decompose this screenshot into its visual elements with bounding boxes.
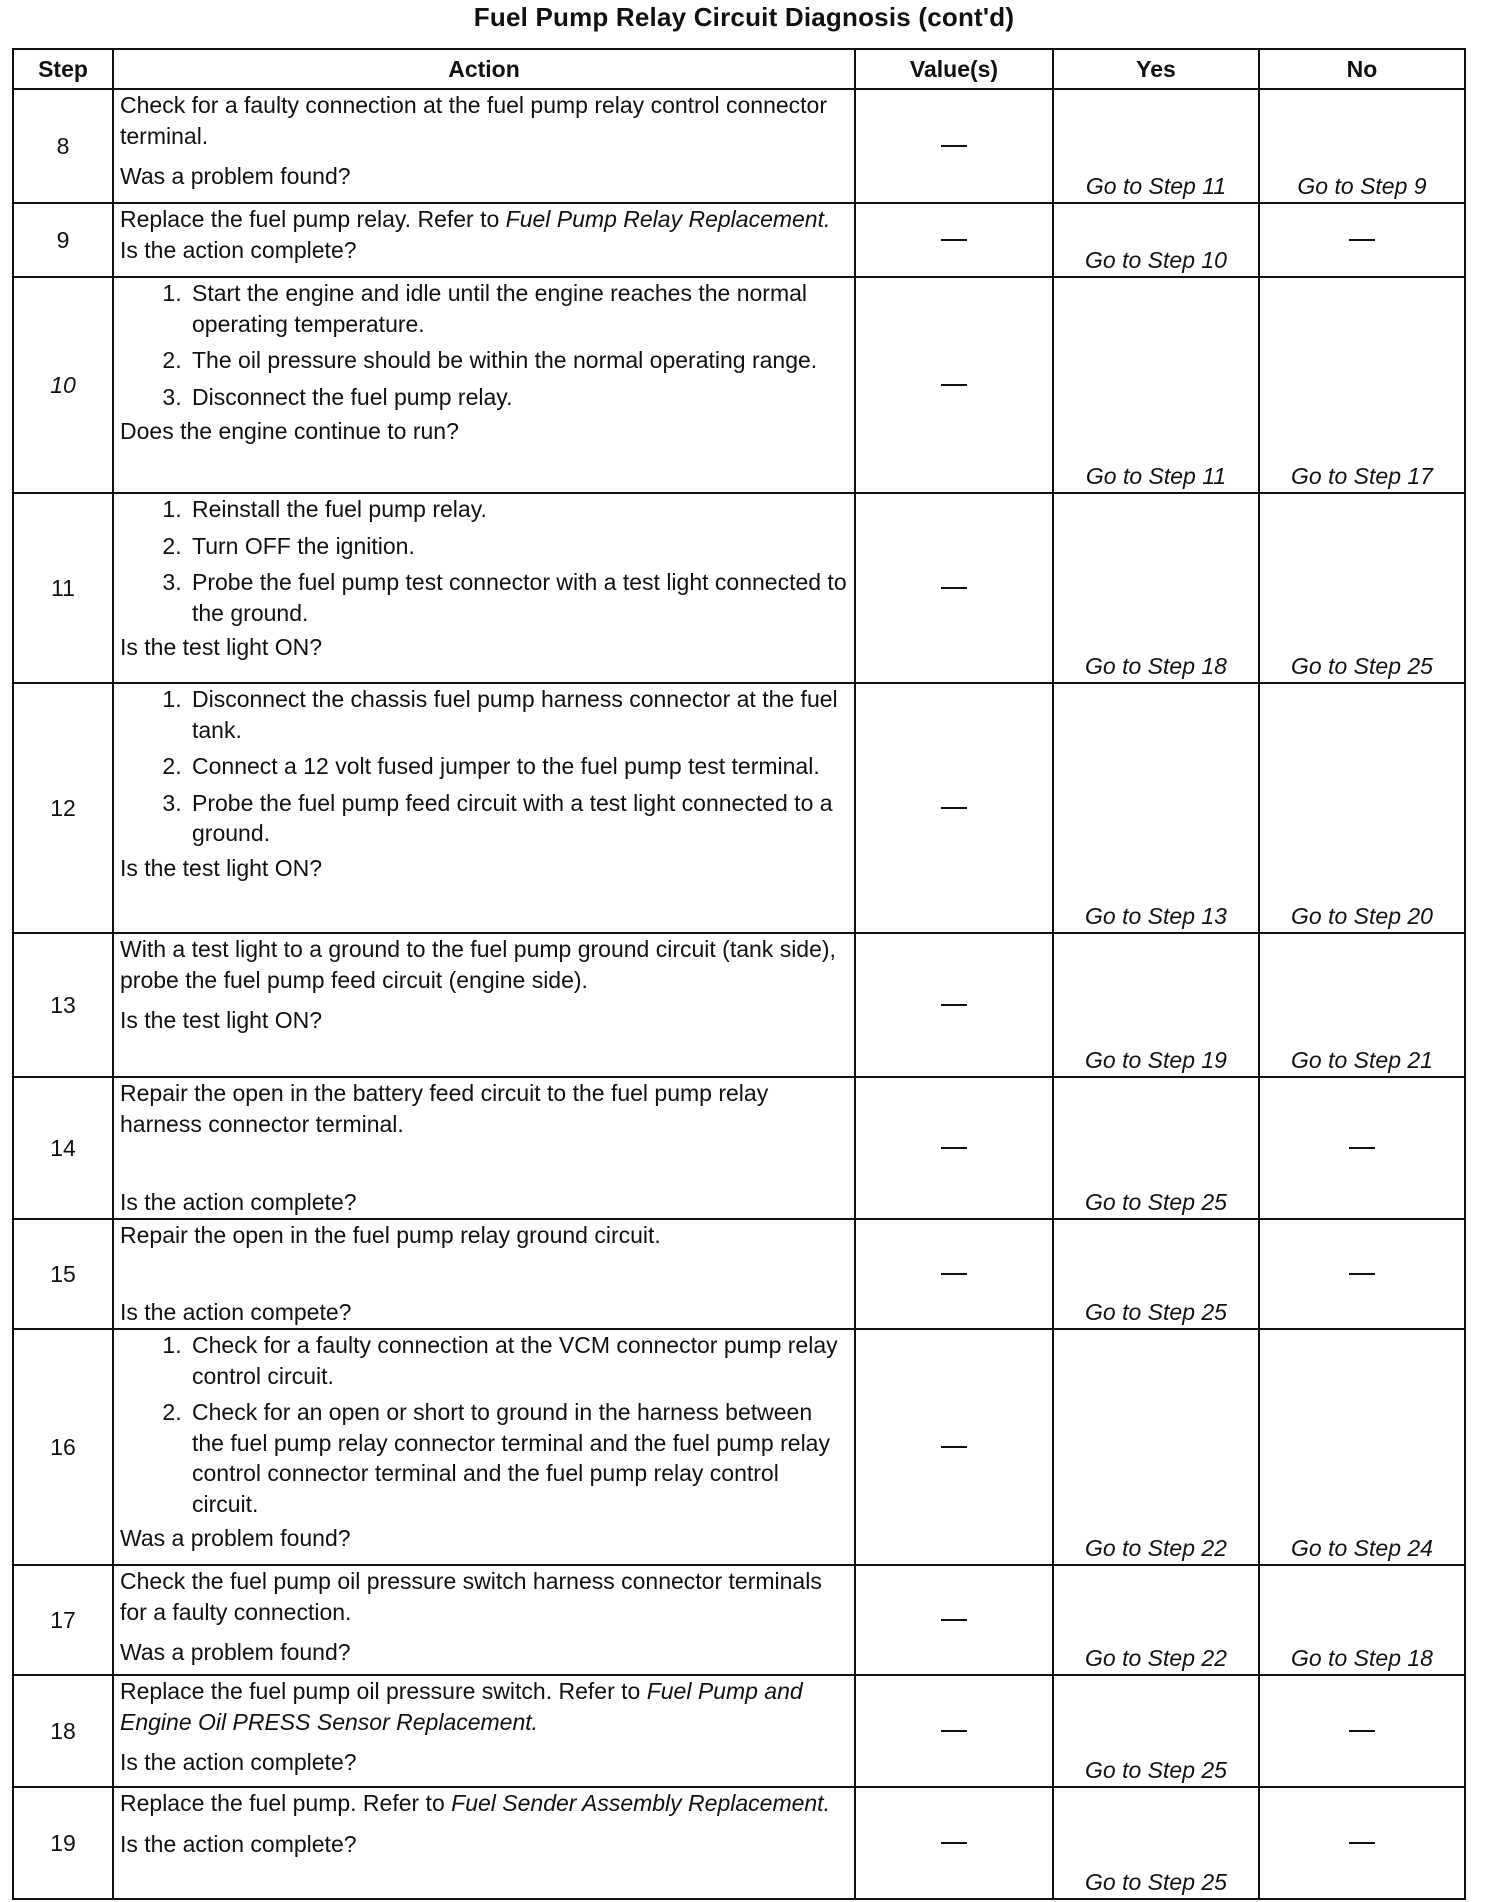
action-text: Repair the open in the fuel pump relay ground circuit. [120, 1222, 661, 1248]
yes-cell: Go to Step 19 [1053, 933, 1259, 1077]
table-row [13, 1787, 1465, 1899]
action-question: Is the action complete? [120, 1189, 357, 1216]
no-cell: Go to Step 24 [1259, 1329, 1465, 1565]
yes-cell: Go to Step 25 [1053, 1219, 1259, 1329]
dash-mark [941, 1147, 967, 1149]
header-action: Action [113, 49, 855, 89]
action-question: Was a problem found? [120, 163, 351, 190]
yes-cell: Go to Step 13 [1053, 683, 1259, 933]
no-cell [1259, 1219, 1465, 1329]
step-number: 14 [13, 1077, 113, 1219]
list-item: 2. The oil pressure should be within the normal operating range. [188, 345, 848, 376]
spacer [120, 1139, 848, 1187]
value-cell [855, 1787, 1053, 1899]
action-question: Is the action compete? [120, 1299, 352, 1326]
list-item: 1. Disconnect the chassis fuel pump harness connector at the fuel tank. [188, 684, 848, 745]
no-cell: Go to Step 25 [1259, 493, 1465, 683]
list-item: 2. Connect a 12 volt fused jumper to the fuel pump test terminal. [188, 751, 848, 782]
no-cell [1259, 1675, 1465, 1787]
action-text: Check the fuel pump oil pressure switch harness connector terminals for a faulty connection. [120, 1568, 822, 1625]
step-number: 8 [13, 89, 113, 203]
dash-mark [1349, 1730, 1375, 1732]
table-row [13, 1329, 1465, 1565]
step-number: 17 [13, 1565, 113, 1675]
step-number: 18 [13, 1675, 113, 1787]
step-number: 12 [13, 683, 113, 933]
dash-mark [941, 384, 967, 386]
action-content [120, 1078, 848, 1218]
table-row [13, 1675, 1465, 1787]
action-cell [113, 89, 855, 203]
action-question: Was a problem found? [120, 1525, 351, 1552]
dash-mark [1349, 1147, 1375, 1149]
dash-mark [941, 239, 967, 241]
dash-mark [941, 145, 967, 147]
yes-cell: Go to Step 11 [1053, 277, 1259, 493]
list-item: 1. Check for a faulty connection at the VCM connector pump relay control circuit. [188, 1330, 848, 1391]
value-cell [855, 277, 1053, 493]
yes-cell: Go to Step 18 [1053, 493, 1259, 683]
value-cell [855, 1565, 1053, 1675]
action-text [120, 204, 848, 265]
diagnosis-table [12, 48, 1466, 1900]
action-question: Is the action complete? [120, 1749, 357, 1776]
no-cell: Go to Step 9 [1259, 89, 1465, 203]
action-text-lead: Replace the fuel pump oil pressure switch. Refer to [120, 1678, 647, 1704]
action-question: Is the action complete? [120, 1830, 357, 1857]
value-cell [855, 89, 1053, 203]
header-values: Value(s) [855, 49, 1053, 89]
table-row [13, 89, 1465, 203]
dash-mark [941, 1730, 967, 1732]
action-list [120, 684, 848, 849]
action-cell [113, 683, 855, 933]
step-number: 13 [13, 933, 113, 1077]
action-text: Check for a faulty connection at the fuel pump relay control connector terminal. [120, 92, 828, 149]
no-cell [1259, 203, 1465, 277]
table-row [13, 493, 1465, 683]
list-item: 1. Reinstall the fuel pump relay. [188, 494, 848, 525]
action-question: Does the engine continue to run? [120, 418, 459, 445]
action-cell [113, 203, 855, 277]
value-cell [855, 493, 1053, 683]
list-item: 3. Disconnect the fuel pump relay. [188, 382, 848, 413]
action-text-lead: Replace the fuel pump relay. Refer to [120, 206, 506, 232]
action-text: Repair the open in the battery feed circuit to the fuel pump relay harness connector terminal. [120, 1080, 769, 1137]
action-cell [113, 1329, 855, 1565]
action-cell [113, 493, 855, 683]
step-number: 9 [13, 203, 113, 277]
yes-cell: Go to Step 22 [1053, 1565, 1259, 1675]
action-list [120, 494, 848, 628]
action-text: With a test light to a ground to the fuel pump ground circuit (tank side), probe the fuel pump feed circuit (engine side). [120, 936, 836, 993]
list-item: 3. Probe the fuel pump feed circuit with a test light connected to a ground. [188, 788, 848, 849]
value-cell [855, 1675, 1053, 1787]
list-item: 1. Start the engine and idle until the engine reaches the normal operating temperature. [188, 278, 848, 339]
action-cell [113, 1675, 855, 1787]
step-number: 10 [13, 277, 113, 493]
yes-cell: Go to Step 10 [1053, 203, 1259, 277]
dash-mark [1349, 1842, 1375, 1844]
value-cell [855, 1329, 1053, 1565]
action-question: Is the test light ON? [120, 634, 322, 661]
list-item: 2. Turn OFF the ignition. [188, 531, 848, 562]
action-cell [113, 277, 855, 493]
table-row [13, 1219, 1465, 1329]
action-text [120, 1788, 848, 1819]
yes-cell: Go to Step 25 [1053, 1077, 1259, 1219]
action-content [120, 1220, 848, 1328]
step-number: 11 [13, 493, 113, 683]
value-cell [855, 1219, 1053, 1329]
action-cell [113, 1219, 855, 1329]
action-question: Is the test light ON? [120, 854, 322, 881]
value-cell [855, 203, 1053, 277]
dash-mark [1349, 239, 1375, 241]
header-no: No [1259, 49, 1465, 89]
dash-mark [941, 1446, 967, 1448]
dash-mark [941, 1619, 967, 1621]
no-cell: Go to Step 17 [1259, 277, 1465, 493]
no-cell: Go to Step 21 [1259, 933, 1465, 1077]
no-cell: Go to Step 20 [1259, 683, 1465, 933]
dash-mark [1349, 1273, 1375, 1275]
procedure-reference: Fuel Sender Assembly Replacement. [451, 1790, 830, 1816]
no-cell: Go to Step 18 [1259, 1565, 1465, 1675]
value-cell [855, 683, 1053, 933]
action-cell [113, 1077, 855, 1219]
step-number: 16 [13, 1329, 113, 1565]
page-title: Fuel Pump Relay Circuit Diagnosis (cont'd) [473, 2, 1015, 32]
dash-mark [941, 1842, 967, 1844]
action-text-lead: Replace the fuel pump. Refer to [120, 1790, 452, 1816]
header-yes: Yes [1053, 49, 1259, 89]
yes-cell: Go to Step 25 [1053, 1675, 1259, 1787]
procedure-reference: Fuel Pump Relay Replacement. [505, 206, 831, 232]
header-step: Step [13, 49, 113, 89]
yes-cell: Go to Step 25 [1053, 1787, 1259, 1899]
action-text-tail: Is the action complete? [120, 236, 357, 263]
table-row [13, 1565, 1465, 1675]
table-row [13, 1077, 1465, 1219]
header-row [13, 49, 1465, 89]
action-cell [113, 1565, 855, 1675]
table-row [13, 277, 1465, 493]
list-item: 3. Probe the fuel pump test connector with a test light connected to the ground. [188, 567, 848, 628]
action-question: Is the test light ON? [120, 1007, 322, 1034]
step-number: 19 [13, 1787, 113, 1899]
step-number: 15 [13, 1219, 113, 1329]
yes-cell: Go to Step 11 [1053, 89, 1259, 203]
action-cell [113, 933, 855, 1077]
action-question: Was a problem found? [120, 1639, 351, 1666]
value-cell [855, 1077, 1053, 1219]
procedure-reference: Fuel Pump and Engine Oil PRESS Sensor Replacement. [120, 1678, 803, 1735]
dash-mark [941, 1273, 967, 1275]
no-cell [1259, 1787, 1465, 1899]
spacer [120, 1251, 848, 1298]
dash-mark [941, 807, 967, 809]
table-row [13, 683, 1465, 933]
yes-cell: Go to Step 22 [1053, 1329, 1259, 1565]
no-cell [1259, 1077, 1465, 1219]
dash-mark [941, 587, 967, 589]
action-list [120, 1330, 848, 1519]
action-cell [113, 1787, 855, 1899]
dash-mark [941, 1004, 967, 1006]
value-cell [855, 933, 1053, 1077]
action-text [120, 1676, 848, 1737]
table-row [13, 203, 1465, 277]
list-item: 2. Check for an open or short to ground in the harness between the fuel pump relay connector terminal and the fuel pump relay control connector terminal and the fuel pump relay control circuit. [188, 1397, 848, 1519]
action-list [120, 278, 848, 412]
table-row [13, 933, 1465, 1077]
